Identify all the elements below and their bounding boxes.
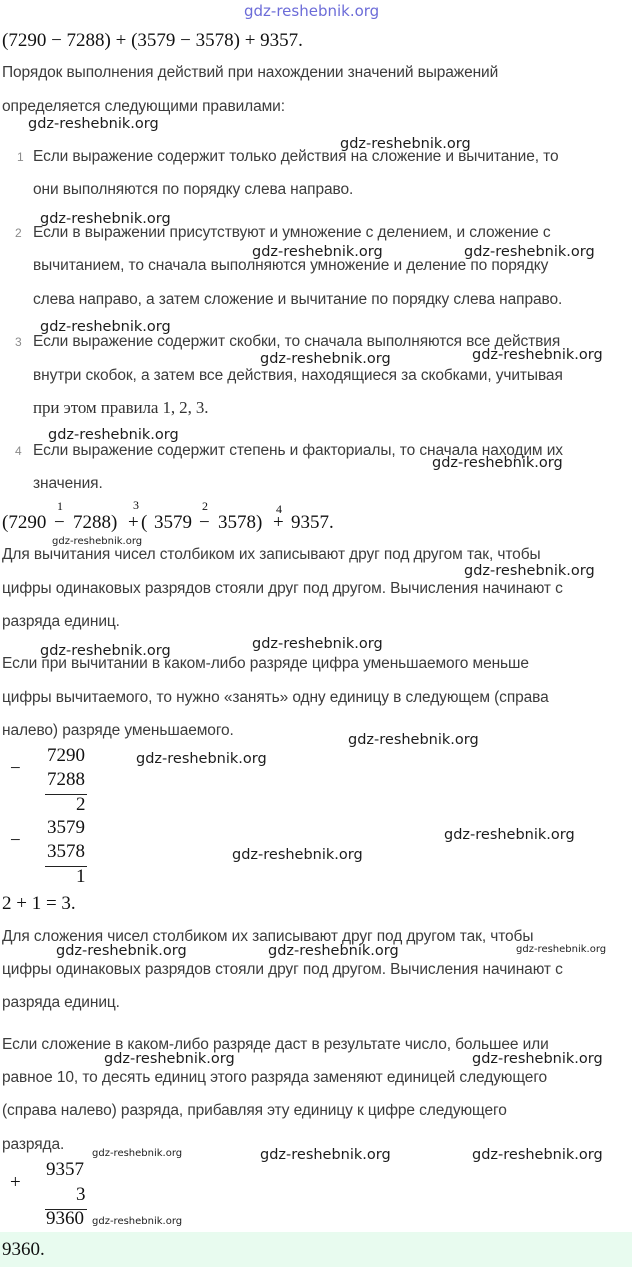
rule-line: внутри скобок, а затем все действия, находящиеся за скобками, учитывая: [33, 367, 563, 384]
watermark: gdz-reshebnik.org: [232, 847, 363, 863]
watermark: gdz-reshebnik.org: [340, 136, 471, 152]
addition-line: разряда единиц.: [2, 994, 120, 1011]
subtraction-line: цифры одинаковых разрядов стояли друг под другом. Вычисления начинают с: [2, 580, 563, 597]
borrow-line: Если при вычитании в каком-либо разряде цифра уменьшаемого меньше: [2, 655, 529, 672]
plus-sign: +: [10, 1172, 21, 1193]
rule-number: 3: [15, 335, 22, 349]
expr-part: (7290: [2, 512, 47, 533]
minuend: 7290: [47, 745, 85, 766]
watermark: gdz-reshebnik.org: [40, 319, 171, 335]
minuend: 3579: [47, 817, 85, 838]
watermark: gdz-reshebnik.org: [260, 1147, 391, 1163]
rule-line: Если выражение содержит скобки, то сначала выполняются все действия: [33, 333, 561, 350]
rule-line: они выполняются по порядку слева направо.: [33, 181, 354, 198]
addition-line: цифры одинаковых разрядов стояли друг под другом. Вычисления начинают с: [2, 961, 563, 978]
sum-of-differences: 2 + 1 = 3.: [2, 893, 76, 914]
intro-line-1: Порядок выполнения действий при нахождении значений выражений: [2, 64, 499, 81]
watermark: gdz-reshebnik.org: [472, 1147, 603, 1163]
rule-line: Если выражение содержит только действия на сложение и вычитание, то: [33, 148, 559, 165]
watermark: gdz-reshebnik.org: [136, 751, 267, 767]
carry-line: равное 10, то десять единиц этого разряда заменяют единицей следующего: [2, 1069, 548, 1086]
watermark: gdz-reshebnik.org: [268, 943, 399, 959]
watermark: gdz-reshebnik.org: [348, 732, 479, 748]
expr-part: 3579: [154, 512, 192, 533]
answer: 9360.: [2, 1239, 45, 1260]
subtrahend: 3578: [47, 841, 85, 862]
subtraction-line: разряда единиц.: [2, 613, 120, 630]
subtrahend: 7288: [47, 769, 85, 790]
carry-line: Если сложение в каком-либо разряде даст в результате число, большее или: [2, 1036, 549, 1053]
minus-sign: −: [10, 758, 21, 779]
watermark: gdz-reshebnik.org: [432, 455, 563, 471]
watermark: gdz-reshebnik.org: [472, 1051, 603, 1067]
watermark: gdz-reshebnik.org: [464, 244, 595, 260]
expr-part: 3578): [218, 512, 263, 533]
rule-line: вычитанием, то сначала выполняются умножение и деление по порядку: [33, 257, 549, 274]
difference: 1: [76, 866, 86, 887]
watermark: gdz-reshebnik.org: [28, 116, 159, 132]
watermark-top: gdz-reshebnik.org: [244, 2, 380, 20]
expr-part: −: [199, 512, 210, 533]
expr-part: −: [54, 512, 65, 533]
expr-part: 7288): [73, 512, 118, 533]
carry-line: (справа налево) разряда, прибавляя эту единицу к цифре следующего: [2, 1102, 507, 1119]
order-mark: 1: [57, 499, 63, 513]
watermark: gdz-reshebnik.org: [92, 1148, 183, 1159]
watermark: gdz-reshebnik.org: [260, 351, 391, 367]
rule-line: Если выражение содержит степень и факториалы, то сначала находим их: [33, 442, 563, 459]
watermark: gdz-reshebnik.org: [40, 643, 171, 659]
rule-line: Если в выражении присутствуют и умножение с делением, и сложение с: [33, 224, 551, 241]
rule-line: слева направо, а затем сложение и вычитание по порядку слева направо.: [33, 291, 563, 308]
watermark: gdz-reshebnik.org: [92, 1216, 183, 1227]
expr-part: 9357.: [291, 512, 334, 533]
order-mark: 3: [133, 498, 139, 512]
column-sum: 9360: [46, 1208, 84, 1229]
rule-line: значения.: [33, 475, 103, 492]
watermark: gdz-reshebnik.org: [48, 427, 179, 443]
expr-part: (: [141, 512, 148, 533]
watermark: gdz-reshebnik.org: [444, 827, 575, 843]
expr-part: +: [273, 512, 284, 533]
watermark: gdz-reshebnik.org: [464, 563, 595, 579]
intro-line-2: определяется следующими правилами:: [2, 98, 285, 115]
watermark: gdz-reshebnik.org: [40, 211, 171, 227]
watermark: gdz-reshebnik.org: [472, 347, 603, 363]
subtraction-line: Для вычитания чисел столбиком их записывают друг под другом так, чтобы: [2, 546, 541, 563]
rule-number: 4: [15, 444, 22, 458]
watermark: gdz-reshebnik.org: [104, 1051, 235, 1067]
order-mark: 2: [202, 499, 208, 513]
rule-number: 2: [15, 226, 22, 240]
watermark: gdz-reshebnik.org: [52, 536, 143, 547]
watermark: gdz-reshebnik.org: [252, 636, 383, 652]
expr-part: +: [128, 512, 139, 533]
rule-number: 1: [17, 150, 24, 164]
answer-box: [0, 1232, 632, 1267]
carry-line: разряда.: [2, 1136, 65, 1153]
difference: 2: [76, 794, 86, 815]
rule-line: при этом правила 1, 2, 3.: [33, 398, 209, 417]
watermark: gdz-reshebnik.org: [252, 244, 383, 260]
watermark: gdz-reshebnik.org: [516, 944, 607, 955]
minus-sign: −: [10, 830, 21, 851]
watermark: gdz-reshebnik.org: [56, 943, 187, 959]
addition-line: Для сложения чисел столбиком их записывают друг под другом так, чтобы: [2, 928, 534, 945]
order-mark: 4: [276, 502, 282, 516]
borrow-line: налево) разряде уменьшаемого.: [2, 722, 234, 739]
borrow-line: цифры вычитаемого, то нужно «занять» одну единицу в следующем (справа: [2, 689, 549, 706]
expression: (7290 − 7288) + (3579 − 3578) + 9357.: [2, 30, 303, 51]
addend-1: 9357: [46, 1159, 84, 1180]
addend-2: 3: [76, 1184, 86, 1205]
